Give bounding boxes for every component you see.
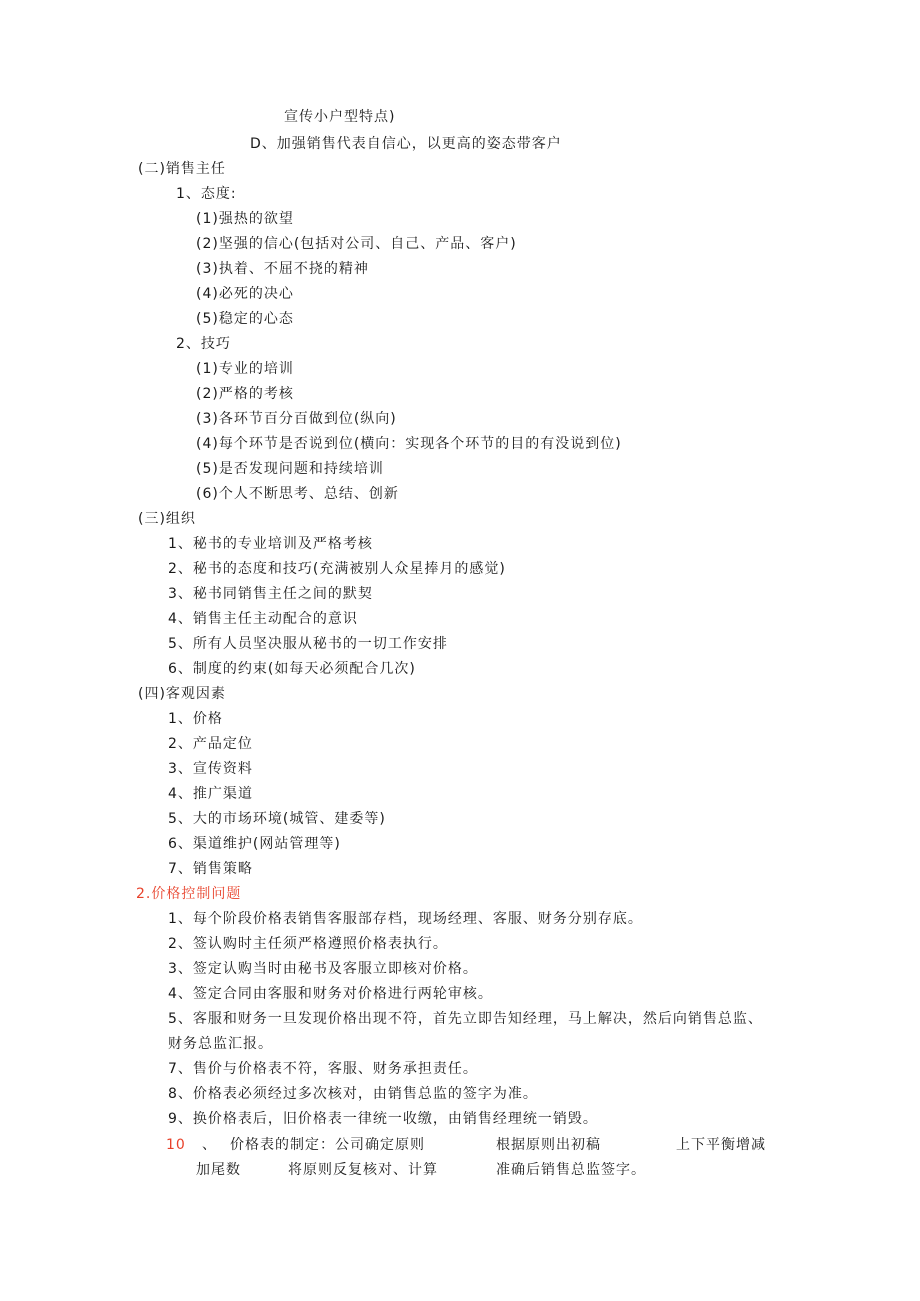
section-heading: (四)客观因素 [138, 686, 226, 702]
list-item: 5、所有人员坚决服从秘书的一切工作安排 [168, 636, 448, 652]
list-item: (3)执着、不屈不挠的精神 [196, 261, 369, 277]
list-item: 2、秘书的态度和技巧(充满被别人众星捧月的感觉) [168, 561, 506, 577]
list-item: 4、销售主任主动配合的意识 [168, 611, 358, 627]
list-item: 4、签定合同由客服和财务对价格进行两轮审核。 [168, 986, 493, 1002]
list-item: (2)严格的考核 [196, 386, 294, 402]
list-item: 6、渠道维护(网站管理等) [168, 836, 341, 852]
list-item: 3、签定认购当时由秘书及客服立即核对价格。 [168, 961, 478, 977]
item-10-part: 根据原则出初稿 [496, 1137, 601, 1153]
item-10-part: 准确后销售总监签字。 [496, 1162, 646, 1178]
list-item: (2)坚强的信心(包括对公司、自己、产品、客户) [196, 236, 517, 252]
section-heading-price: 2.价格控制问题 [136, 886, 242, 902]
list-item: 3、宣传资料 [168, 761, 253, 777]
list-item: 1、价格 [168, 711, 223, 727]
item-10-part: 加尾数 [196, 1162, 241, 1178]
text-line: 宣传小户型特点) [284, 109, 396, 125]
item-10-part: 将原则反复核对、计算 [288, 1162, 438, 1178]
list-item: 2、产品定位 [168, 736, 253, 752]
list-item: (4)每个环节是否说到位(横向：实现各个环节的目的有没说到位) [196, 436, 622, 452]
list-item: (6)个人不断思考、总结、创新 [196, 486, 399, 502]
subsection-title: 2、技巧 [176, 336, 231, 352]
list-item: 2、签认购时主任须严格遵照价格表执行。 [168, 936, 448, 952]
list-item: 1、每个阶段价格表销售客服部存档，现场经理、客服、财务分别存底。 [168, 911, 643, 927]
section-heading: (三)组织 [138, 511, 196, 527]
list-item: 3、秘书同销售主任之间的默契 [168, 586, 373, 602]
list-item: 6、制度的约束(如每天必须配合几次) [168, 661, 416, 677]
list-item: (5)是否发现问题和持续培训 [196, 461, 384, 477]
list-item: 4、推广渠道 [168, 786, 253, 802]
list-item: 8、价格表必须经过多次核对，由销售总监的签字为准。 [168, 1086, 538, 1102]
list-item: (5)稳定的心态 [196, 311, 294, 327]
list-item-continuation: 财务总监汇报。 [168, 1036, 273, 1052]
item-10-part: 上下平衡增减 [676, 1137, 766, 1153]
section-heading: (二)销售主任 [138, 161, 226, 177]
subsection-title: 1、态度: [176, 186, 237, 202]
list-item: 9、换价格表后，旧价格表一律统一收缴，由销售经理统一销毁。 [168, 1111, 598, 1127]
list-item: 5、客服和财务一旦发现价格出现不符，首先立即告知经理，马上解决，然后向销售总监、 [168, 1011, 763, 1027]
text-line: D、加强销售代表自信心，以更高的姿态带客户 [250, 136, 562, 152]
item-10-separator: 、 [202, 1137, 217, 1153]
list-item: 7、销售策略 [168, 861, 253, 877]
list-item: (3)各环节百分百做到位(纵向) [196, 411, 397, 427]
list-item: (1)专业的培训 [196, 361, 294, 377]
list-item: 5、大的市场环境(城管、建委等) [168, 811, 386, 827]
list-item: (4)必死的决心 [196, 286, 294, 302]
item-10-part: 价格表的制定：公司确定原则 [230, 1137, 425, 1153]
list-item: 1、秘书的专业培训及严格考核 [168, 536, 373, 552]
item-10-number: 10 [166, 1137, 186, 1153]
list-item: 7、售价与价格表不符，客服、财务承担责任。 [168, 1061, 478, 1077]
list-item: (1)强热的欲望 [196, 211, 294, 227]
